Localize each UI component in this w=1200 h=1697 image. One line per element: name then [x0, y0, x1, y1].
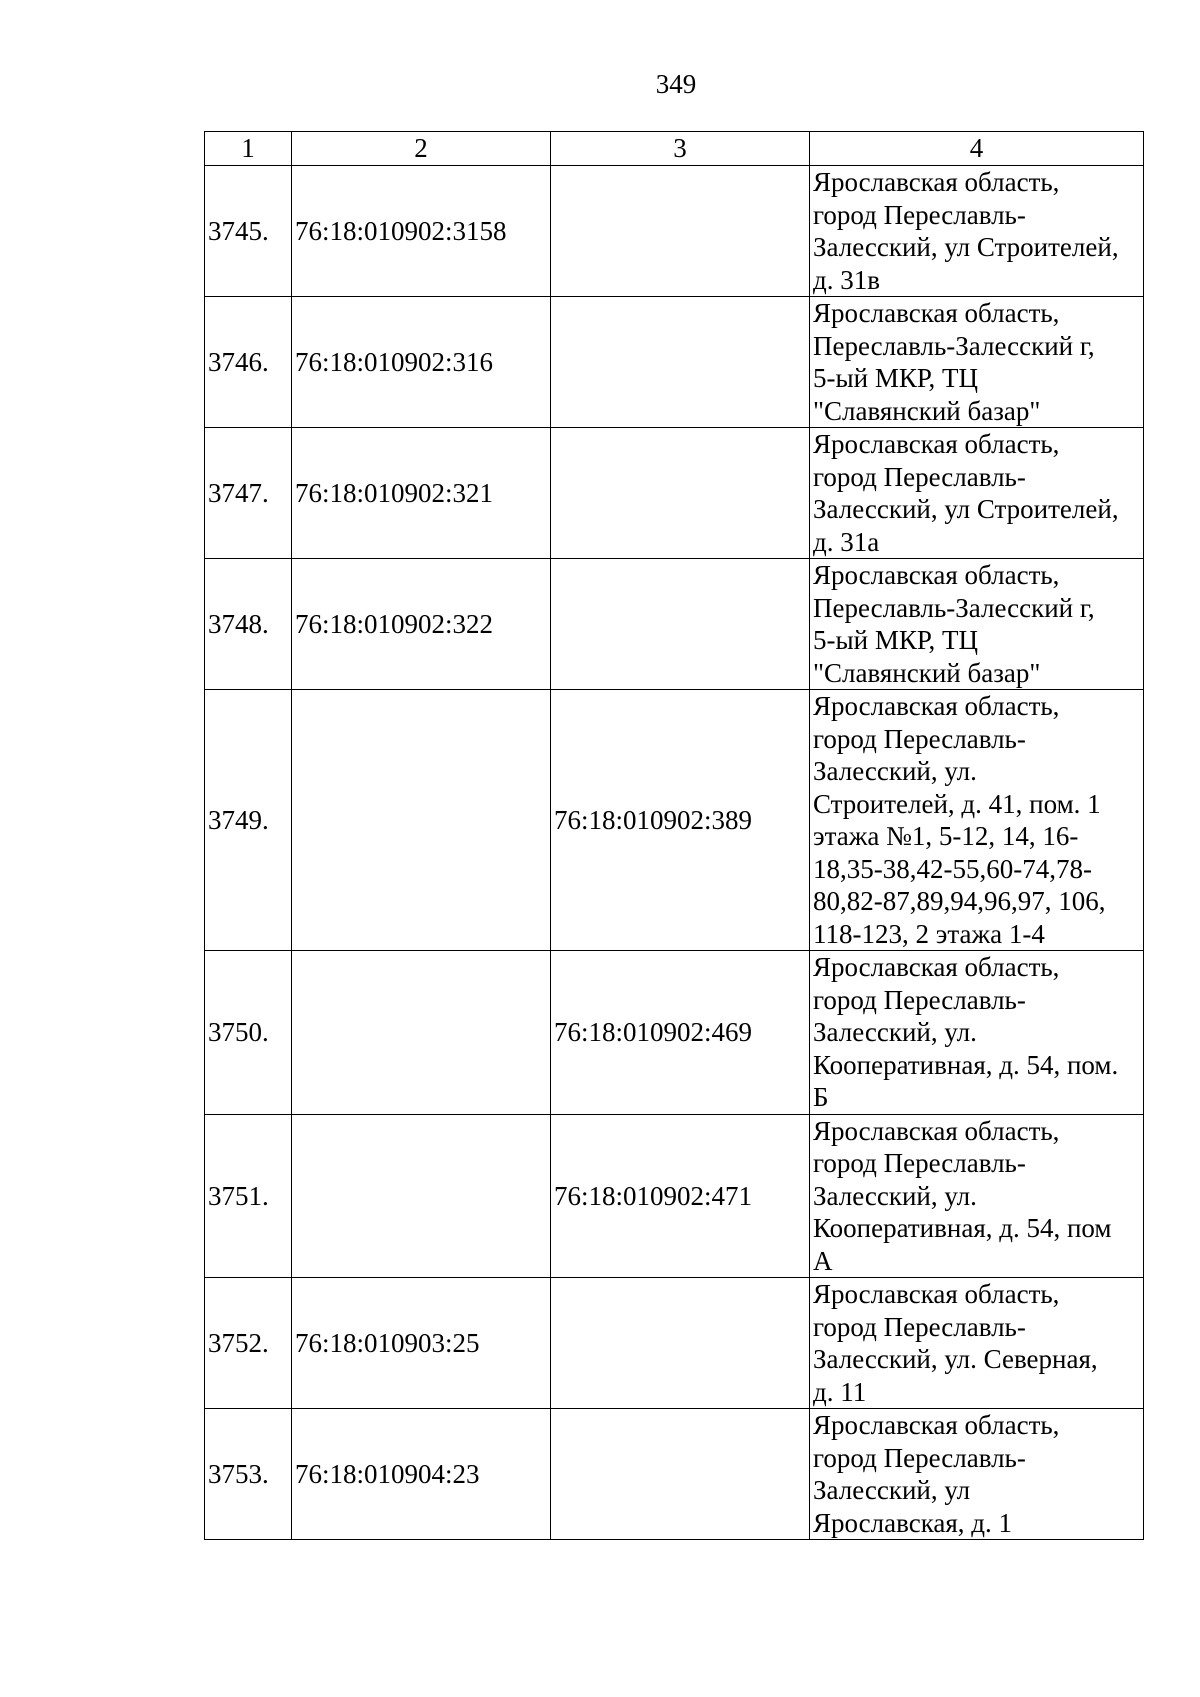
address: Ярославская область, город Переславль- Залесский, ул. Кооперативная, д. 54, пом А	[810, 1114, 1144, 1278]
row-number: 3752.	[205, 1278, 292, 1409]
cadastral-number-col3	[551, 166, 810, 297]
registry-table	[204, 131, 1144, 1540]
row-number: 3747.	[205, 428, 292, 559]
table-row	[205, 428, 1144, 559]
address: Ярославская область, город Переславль- Залесский, ул Строителей, д. 31в	[810, 166, 1144, 297]
table-row	[205, 951, 1144, 1115]
row-number: 3746.	[205, 297, 292, 428]
cadastral-number-col3	[551, 428, 810, 559]
table-row	[205, 1114, 1144, 1278]
address: Ярославская область, город Переславль- Залесский, ул. Северная, д. 11	[810, 1278, 1144, 1409]
address: Ярославская область, Переславль-Залесский г, 5-ый МКР, ТЦ "Славянский базар"	[810, 559, 1144, 690]
cadastral-number-col3	[551, 297, 810, 428]
cadastral-number-col2: 76:18:010902:322	[292, 559, 551, 690]
cadastral-number-col2: 76:18:010902:321	[292, 428, 551, 559]
address: Ярославская область, город Переславль- Залесский, ул. Строителей, д. 41, пом. 1 этажа №1, 5-12, 14, 16- 18,35-38,42-55,60-74,78- 80,82-87,89,94,96,97, 106, 118-123, 2 этажа 1-4	[810, 690, 1144, 951]
cadastral-number-col3	[551, 1278, 810, 1409]
cadastral-number-col3	[551, 1409, 810, 1540]
address: Ярославская область, город Переславль- Залесский, ул. Кооперативная, д. 54, пом. Б	[810, 951, 1144, 1115]
row-number: 3748.	[205, 559, 292, 690]
row-number: 3749.	[205, 690, 292, 951]
table-row	[205, 559, 1144, 690]
column-header-3: 3	[551, 132, 810, 166]
table-row	[205, 1409, 1144, 1540]
column-header-1: 1	[205, 132, 292, 166]
cadastral-number-col2: 76:18:010902:3158	[292, 166, 551, 297]
table-row	[205, 297, 1144, 428]
table-row	[205, 690, 1144, 951]
cadastral-number-col3: 76:18:010902:389	[551, 690, 810, 951]
row-number: 3745.	[205, 166, 292, 297]
column-header-4: 4	[810, 132, 1144, 166]
cadastral-number-col2	[292, 690, 551, 951]
cadastral-number-col2: 76:18:010903:25	[292, 1278, 551, 1409]
cadastral-number-col3	[551, 559, 810, 690]
address: Ярославская область, город Переславль- Залесский, ул Строителей, д. 31а	[810, 428, 1144, 559]
row-number: 3753.	[205, 1409, 292, 1540]
table-row	[205, 1278, 1144, 1409]
page-number: 349	[655, 69, 697, 99]
address: Ярославская область, Переславль-Залесский г, 5-ый МКР, ТЦ "Славянский базар"	[810, 297, 1144, 428]
cadastral-number-col3: 76:18:010902:469	[551, 951, 810, 1115]
cadastral-number-col2	[292, 951, 551, 1115]
row-number: 3751.	[205, 1114, 292, 1278]
row-number: 3750.	[205, 951, 292, 1115]
table-row	[205, 166, 1144, 297]
column-header-2: 2	[292, 132, 551, 166]
cadastral-number-col3: 76:18:010902:471	[551, 1114, 810, 1278]
header-row	[205, 132, 1144, 166]
address: Ярославская область, город Переславль- Залесский, ул Ярославская, д. 1	[810, 1409, 1144, 1540]
cadastral-number-col2: 76:18:010902:316	[292, 297, 551, 428]
cadastral-number-col2: 76:18:010904:23	[292, 1409, 551, 1540]
cadastral-number-col2	[292, 1114, 551, 1278]
